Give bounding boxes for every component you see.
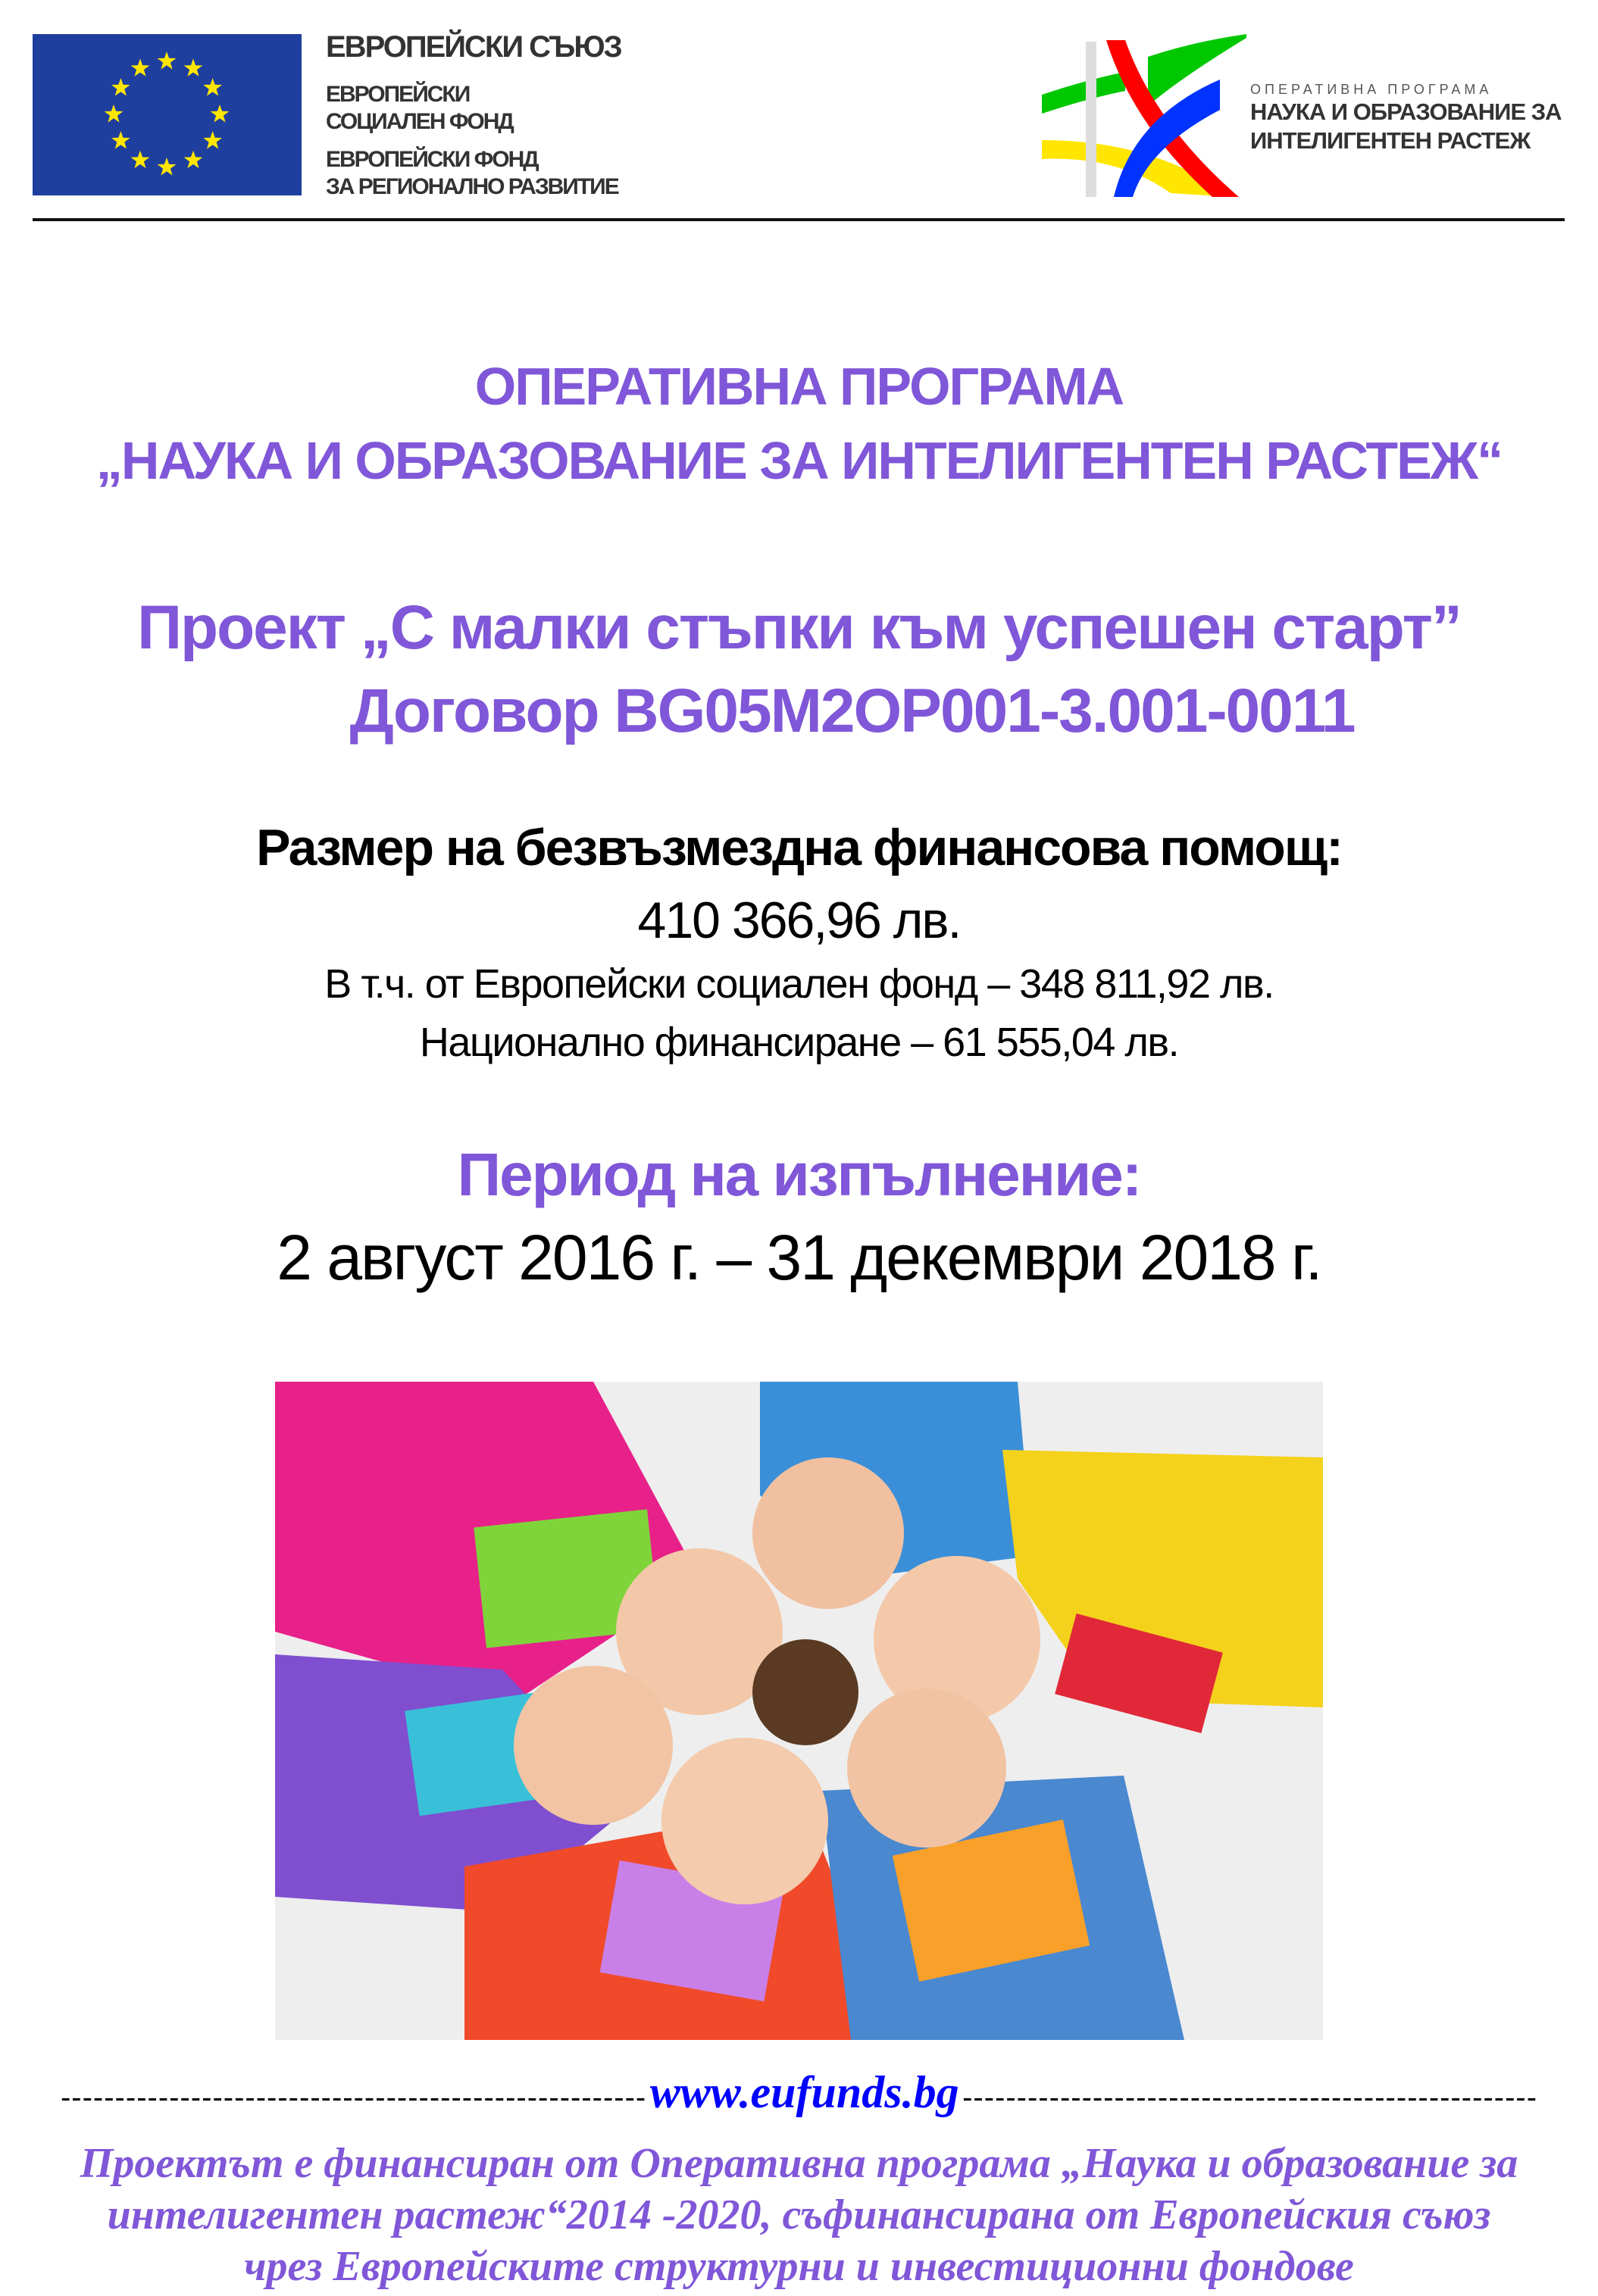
header-divider (33, 218, 1565, 221)
period-label: Период на изпълнение: (457, 1141, 1141, 1208)
eu-star-icon (203, 131, 222, 149)
eufunds-link[interactable]: www.eufunds.bg (649, 2067, 959, 2117)
erdf-line2: ЗА РЕГИОНАЛНО РАЗВИТИЕ (326, 174, 618, 199)
funding-line1: Проектът е финансиран от Оперативна програма „Наука и образование за (80, 2140, 1518, 2187)
eu-star-icon (111, 131, 130, 149)
op-line2: ИНТЕЛИГЕНТЕН РАСТЕЖ (1250, 127, 1531, 154)
op-ribbon-logo (1042, 34, 1254, 201)
eu-star-icon (211, 105, 230, 123)
eu-logo-text (326, 30, 621, 211)
esf-line1: ЕВРОПЕЙСКИ (326, 82, 470, 107)
period-value: 2 август 2016 г. – 31 декември 2018 г. (277, 1222, 1321, 1293)
grant-esf: В т.ч. от Европейски социален фонд – 348 811,92 лв. (324, 961, 1274, 1007)
eu-star-icon (158, 158, 177, 176)
esf-line2: СОЦИАЛЕН ФОНД (326, 109, 513, 134)
footer-link-row (0, 2066, 1598, 2119)
eu-star-icon (111, 78, 130, 96)
funding-line3: чрез Европейските структурни и инвестиционни фондове (244, 2243, 1354, 2290)
eu-star-icon (105, 105, 124, 123)
funding-line2: интелигентен растеж“2014 -2020, съфинансирана от Европейския съюз (107, 2191, 1491, 2238)
children-photo (275, 1382, 1323, 2040)
dashes-left: ------------------------------------------------------ (60, 2081, 647, 2114)
eu-star-icon (158, 52, 177, 70)
grant-national: Национално финансиране – 61 555,04 лв. (419, 1020, 1179, 1065)
contract-number: Договор BG05M2OP001-3.001-0011 (349, 676, 1355, 745)
eu-star-icon (203, 78, 222, 96)
eu-stars-icon (33, 34, 302, 195)
eu-title: ЕВРОПЕЙСКИ СЪЮЗ (326, 30, 621, 64)
grant-total: 410 366,96 лв. (637, 892, 961, 949)
op-small: ОПЕРАТИВНА ПРОГРАМА (1250, 82, 1493, 97)
grant-label: Размер на безвъзмездна финансова помощ: (256, 819, 1342, 876)
dashes-right: ----------------------------------------------------- (962, 2081, 1538, 2114)
eu-star-icon (184, 151, 203, 169)
op-line1: НАУКА И ОБРАЗОВАНИЕ ЗА (1250, 98, 1562, 125)
eu-star-icon (184, 58, 203, 77)
eu-flag-logo (33, 34, 302, 195)
funding-statement (0, 2138, 1598, 2292)
op-logo-text (1250, 82, 1562, 155)
program-title-line1: ОПЕРАТИВНА ПРОГРАМА (474, 357, 1124, 416)
eu-star-icon (131, 151, 150, 169)
erdf-line1: ЕВРОПЕЙСКИ ФОНД (326, 147, 538, 172)
eu-star-icon (131, 58, 150, 77)
project-title: Проект „С малки стъпки към успешен старт” (137, 593, 1461, 662)
program-title-line2: „НАУКА И ОБРАЗОВАНИЕ ЗА ИНТЕЛИГЕНТЕН РАСТЕЖ“ (95, 431, 1503, 490)
